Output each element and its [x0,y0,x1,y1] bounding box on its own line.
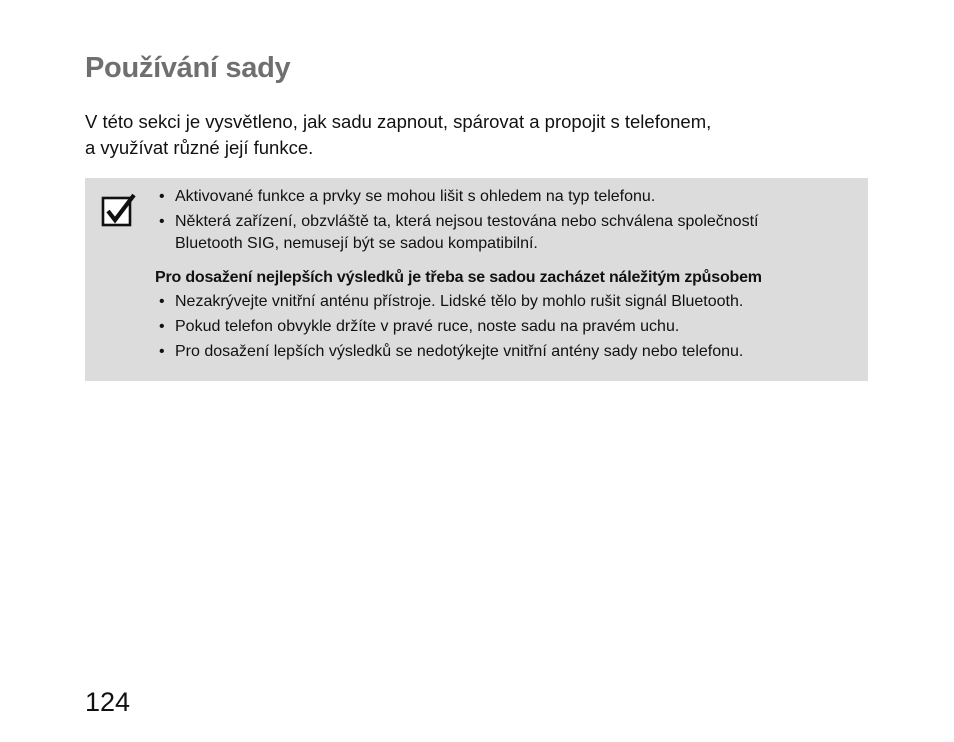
list-item-line: • Pro dosažení lepších výsledků se nedotýkejte vnitřní antény sady nebo telefonu. [175,343,744,360]
list-item [155,316,861,338]
list-item-line: • Aktivované funkce a prvky se mohou lišit s ohledem na typ telefonu. [175,188,656,205]
page-title: Používání sady [85,52,291,84]
list-item-line: • Některá zařízení, obzvláště ta, která nejsou testována nebo schválena společností [175,213,759,230]
list-item [155,211,861,255]
tips-heading: Pro dosažení nejlepších výsledků je třeba se sadou zacházet náležitým způsobem [155,269,762,286]
list-item-line: Bluetooth SIG, nemusejí být se sadou kompatibilní. [175,235,538,252]
intro-paragraph [85,109,865,161]
list-item [155,341,861,363]
intro-line: V této sekci je vysvětleno, jak sadu zapnout, spárovat a propojit s telefonem, [85,111,712,132]
page-number: 124 [85,687,131,717]
list-item [155,186,861,208]
list-item-line: • Nezakrývejte vnitřní anténu přístroje. Lidské tělo by mohlo rušit signál Bluetooth. [175,293,744,310]
list-item-line: • Pokud telefon obvykle držíte v pravé ruce, noste sadu na pravém uchu. [175,318,680,335]
note-content [155,186,861,366]
intro-line: a využívat různé její funkce. [85,137,314,158]
note-bullet-list [155,186,861,255]
checkbox-check-icon [101,192,137,228]
list-item [155,291,861,313]
note-box [85,178,868,381]
tips-bullet-list [155,291,861,363]
